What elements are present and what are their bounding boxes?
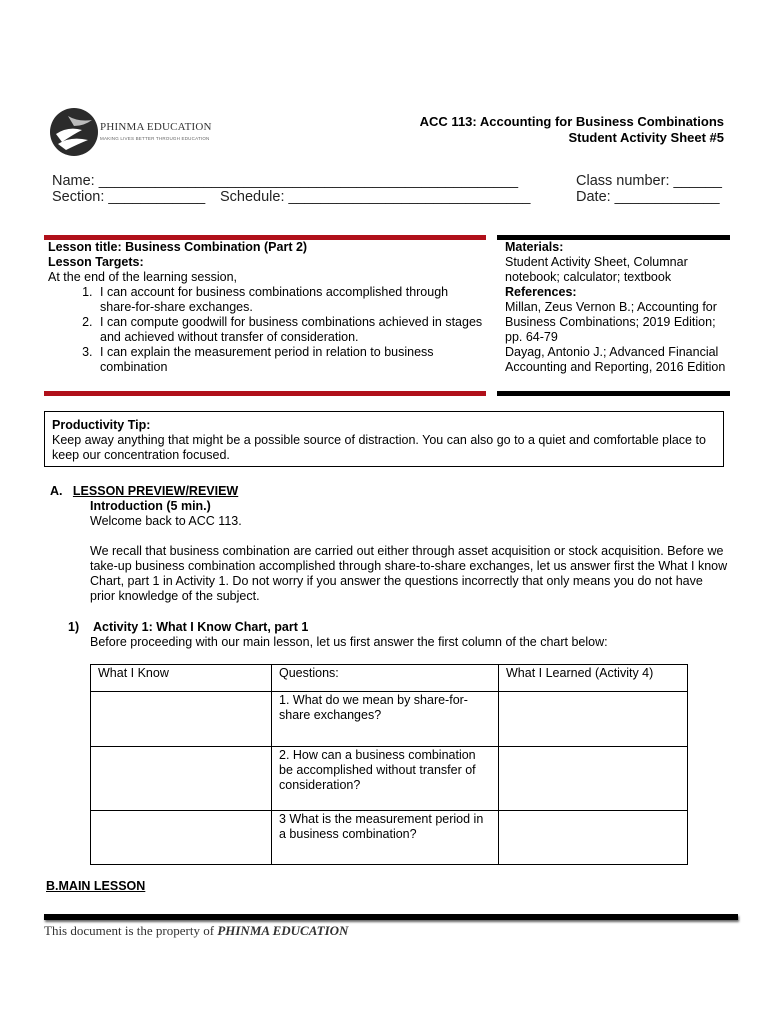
schedule-field[interactable]: Schedule: ______________________________ <box>220 189 531 205</box>
table-row <box>91 692 688 747</box>
section-a-letter: A. <box>50 484 63 498</box>
class-number-field[interactable]: Class number: ______ <box>576 173 722 189</box>
reference-item: Millan, Zeus Vernon B.; Accounting for Business Combinations; 2019 Edition; pp. 64-79 <box>505 300 717 344</box>
section-b-heading: B.MAIN LESSON <box>46 879 146 893</box>
section-field[interactable]: Section: ____________ <box>52 189 206 205</box>
table-row <box>91 811 688 865</box>
productivity-tip-box <box>44 411 724 467</box>
activity-1-block <box>68 620 728 650</box>
header-title-block <box>420 114 724 146</box>
header-what-i-know: What I Know <box>91 665 272 692</box>
course-title: ACC 113: Accounting for Business Combinations <box>419 114 724 129</box>
table-header-row <box>91 665 688 692</box>
lesson-bottom-bar <box>44 391 486 396</box>
what-i-know-cell[interactable] <box>91 692 272 747</box>
what-i-know-chart <box>90 664 688 865</box>
sheet-title: Student Activity Sheet #5 <box>568 130 724 145</box>
question-cell: 1. What do we mean by share-for-share exchanges? <box>272 692 499 747</box>
references-label: References: <box>505 285 577 299</box>
materials-bottom-bar <box>497 391 730 396</box>
what-i-know-cell[interactable] <box>91 811 272 865</box>
lesson-target: 2. I can compute goodwill for business combinations achieved in stages and achieved without transfer of consideration. <box>96 315 484 345</box>
activity-title: Activity 1: What I Know Chart, part 1 <box>93 620 309 634</box>
what-i-learned-cell[interactable] <box>499 811 688 865</box>
logo-name: PHINMA EDUCATION <box>100 121 212 133</box>
lesson-intro: At the end of the learning session, <box>48 270 238 284</box>
section-a-title: LESSON PREVIEW/REVIEW <box>72 484 239 498</box>
materials-label: Materials: <box>505 240 564 254</box>
question-cell: 3 What is the measurement period in a business combination? <box>272 811 499 865</box>
logo-tagline: MAKING LIVES BETTER THROUGH EDUCATION <box>100 136 210 141</box>
phinma-globe-icon <box>48 104 100 160</box>
header-what-i-learned: What I Learned (Activity 4) <box>499 665 688 692</box>
lesson-targets-list <box>48 285 484 375</box>
footer-bar <box>44 914 738 920</box>
table-row <box>91 747 688 811</box>
question-cell: 2. How can a business combination be accomplished without transfer of consideration? <box>272 747 499 811</box>
lesson-box <box>48 240 484 375</box>
introduction-label: Introduction (5 min.) <box>90 499 211 513</box>
date-field[interactable]: Date: _____________ <box>576 189 720 205</box>
what-i-learned-cell[interactable] <box>499 692 688 747</box>
name-field[interactable]: Name: ____________________________________________________ <box>52 173 519 189</box>
materials-box <box>505 240 727 375</box>
what-i-learned-cell[interactable] <box>499 747 688 811</box>
intro-paragraph: We recall that business combination are carried out either through asset acquisition or stock acquisition. Before we take-up business combination accomplished through share-to-share exchanges, let us answer first the What I know Chart, part 1 in Activity 1. Do not worry if you answer the questions incorrectly that only means you do not have prior knowledge of the subject. <box>90 544 728 603</box>
introduction-block <box>90 499 730 604</box>
activity-number: 1) <box>68 620 80 634</box>
activity-instruction: Before proceeding with our main lesson, let us first answer the first column of the chart below: <box>90 635 608 649</box>
header-questions: Questions: <box>272 665 499 692</box>
reference-item: Dayag, Antonio J.; Advanced Financial Accounting and Reporting, 2016 Edition <box>505 345 726 374</box>
section-a-heading <box>50 484 238 498</box>
lesson-targets-label: Lesson Targets: <box>48 255 144 269</box>
welcome-text: Welcome back to ACC 113. <box>90 514 242 528</box>
lesson-target: 3. I can explain the measurement period in relation to business combination <box>96 345 484 375</box>
footer-text <box>44 923 348 939</box>
footer-owner: PHINMA EDUCATION <box>217 923 349 938</box>
materials-text: Student Activity Sheet, Columnar notebook; calculator; textbook <box>505 255 688 284</box>
what-i-know-cell[interactable] <box>91 747 272 811</box>
lesson-target: 1. I can account for business combinations accomplished through share-for-share exchanges. <box>96 285 484 315</box>
tip-text: Keep away anything that might be a possible source of distraction. You can also go to a quiet and comfortable place to keep our concentration focused. <box>52 433 706 462</box>
footer-prefix: This document is the property of <box>44 923 218 938</box>
lesson-title: Lesson title: Business Combination (Part 2) <box>48 240 308 254</box>
tip-label: Productivity Tip: <box>52 418 151 432</box>
